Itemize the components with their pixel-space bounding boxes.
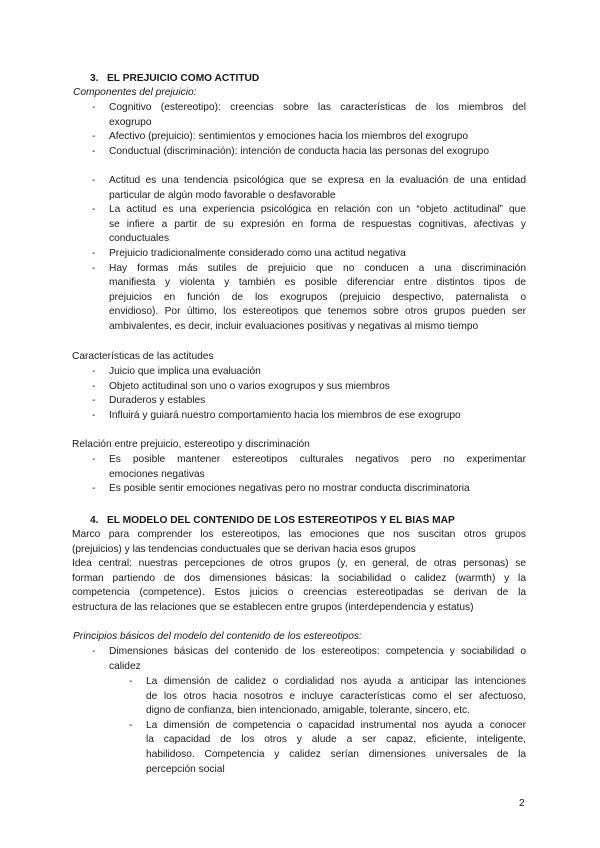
list-bullet: - — [92, 366, 96, 377]
paragraph-line: estructura de las relaciones que se establecen entre grupos (interdependencia y estatus) — [72, 602, 474, 613]
list-item-line: ambivalentes, es decir, incluir evaluaciones positivas y negativas al mismo tiempo — [109, 321, 479, 332]
list-item-line: Es posible mantener estereotipos culturales negativos pero no experimentar — [109, 454, 526, 465]
list-item-line: Influirá y guiará nuestro comportamiento hacia los miembros de ese exogrupo — [109, 409, 461, 421]
list-item-line: se infiere a partir de su expresión en forma de respuestas cognitivas, afectivas y — [109, 218, 526, 230]
list-item-line: Juicio que implica una evaluación — [109, 366, 261, 377]
list-item-line: prejuicios en función de los exogrupos (prejuicio despectivo, paternalista o — [109, 291, 526, 303]
list-bullet: - — [92, 483, 96, 495]
list-item-line: calidez — [109, 660, 141, 672]
list-bullet: - — [92, 380, 96, 392]
list-item-line: Cognitivo (estereotipo): creencias sobre las características de los miembros del — [109, 102, 526, 113]
list-bullet: - — [92, 262, 96, 274]
section-number: 3. — [90, 73, 99, 84]
list-item-line: La dimensión de competencia o capacidad instrumental nos ayuda a conocer — [146, 719, 526, 731]
paragraph-line: forman partiendo de dos dimensiones básicas: la sociabilidad o calidez (warmth) y la — [72, 572, 526, 584]
subheading: Principios básicos del modelo del contenido de los estereotipos: — [73, 631, 362, 642]
list-item-line: Prejuicio tradicionalmente considerado como una actitud negativa — [109, 248, 406, 259]
list-item-line: Dimensiones básicas del contenido de los estereotipos: competencia y sociabilidad o — [109, 646, 526, 657]
list-item-line: manifiesta y violenta y también es posible diferenciar entre distintos tipos de — [109, 277, 526, 289]
subheading: Características de las actitudes — [72, 351, 214, 362]
list-bullet: - — [92, 131, 96, 143]
paragraph-line: competencia (competence). Estos juicios o creencias estereotipadas se derivan de la — [72, 587, 526, 599]
list-item-line: Hay formas más sutiles de prejuicio que no conducen a una discriminación — [109, 262, 526, 274]
list-item-line: digno de confianza, bien intencionado, amigable, tolerante, sincero, etc. — [146, 705, 470, 717]
paragraph-line: (prejuicios) y las tendencias conductuales que se derivan hacia esos grupos — [72, 543, 416, 555]
list-bullet: - — [129, 676, 133, 687]
list-item-line: Es posible sentir emociones negativas pero no mostrar conducta discriminatoria — [109, 483, 470, 495]
list-item-line: Objeto actitudinal son uno o varios exogrupos y sus miembros — [109, 380, 390, 392]
paragraph-line: Idea central: nuestras percepciones de otros grupos (y, en general, de otras personas) se — [72, 558, 526, 570]
subheading: Componentes del prejuicio: — [73, 87, 197, 98]
list-item-line: Duraderos y estables — [109, 395, 206, 407]
list-item-line: percepción social — [146, 763, 225, 775]
section-number: 4. — [90, 515, 99, 526]
list-bullet: - — [92, 175, 96, 186]
list-bullet: - — [92, 409, 96, 421]
list-item-line: La actitud es una experiencia psicológica en relación con un “objeto actitudinal” que — [109, 204, 526, 216]
list-bullet: - — [92, 102, 96, 113]
list-item-line: emociones negativas — [109, 468, 205, 480]
page-number: 2 — [519, 798, 525, 809]
list-bullet: - — [92, 454, 96, 465]
list-bullet: - — [92, 204, 96, 216]
subheading: Relación entre prejuicio, estereotipo y discriminación — [72, 439, 310, 450]
list-item-line: La dimensión de calidez o cordialidad nos ayuda a anticipar las intenciones — [146, 676, 526, 687]
list-bullet: - — [129, 719, 133, 731]
list-item-line: exogrupo — [109, 116, 152, 128]
list-item-line: Conductual (discriminación): intención de conducta hacia las personas del exogrupo — [109, 145, 489, 157]
section-title: EL MODELO DEL CONTENIDO DE LOS ESTEREOTIPOS Y EL BIAS MAP — [107, 515, 455, 526]
list-item-line: conductuales — [109, 233, 170, 245]
list-item-line: habilidoso. Competencia y calidez serían dimensiones universales de la — [146, 749, 526, 760]
list-item-line: Afectivo (prejuicio): sentimientos y emociones hacia los miembros del exogrupo — [109, 131, 468, 143]
list-item-line: la capacidad de los otros y alude a ser capaz, eficiente, inteligente, — [146, 734, 526, 746]
list-bullet: - — [92, 145, 96, 157]
list-item-line: de los otros hacia nosotros e incluye características como el ser afectuoso, — [146, 690, 526, 702]
list-item-line: envidioso). Por último, los estereotipos que tenemos sobre otros grupos pueden ser — [109, 306, 526, 318]
list-bullet: - — [92, 646, 96, 657]
list-bullet: - — [92, 395, 96, 407]
list-bullet: - — [92, 248, 96, 259]
section-title: EL PREJUICIO COMO ACTITUD — [107, 73, 260, 84]
list-item-line: particular de algún modo favorable o desfavorable — [109, 189, 336, 201]
paragraph-line: Marco para comprender los estereotipos, las emociones que nos suscitan otros grupos — [72, 529, 526, 540]
list-item-line: Actitud es una tendencia psicológica que se expresa en la evaluación de una entidad — [109, 175, 526, 186]
